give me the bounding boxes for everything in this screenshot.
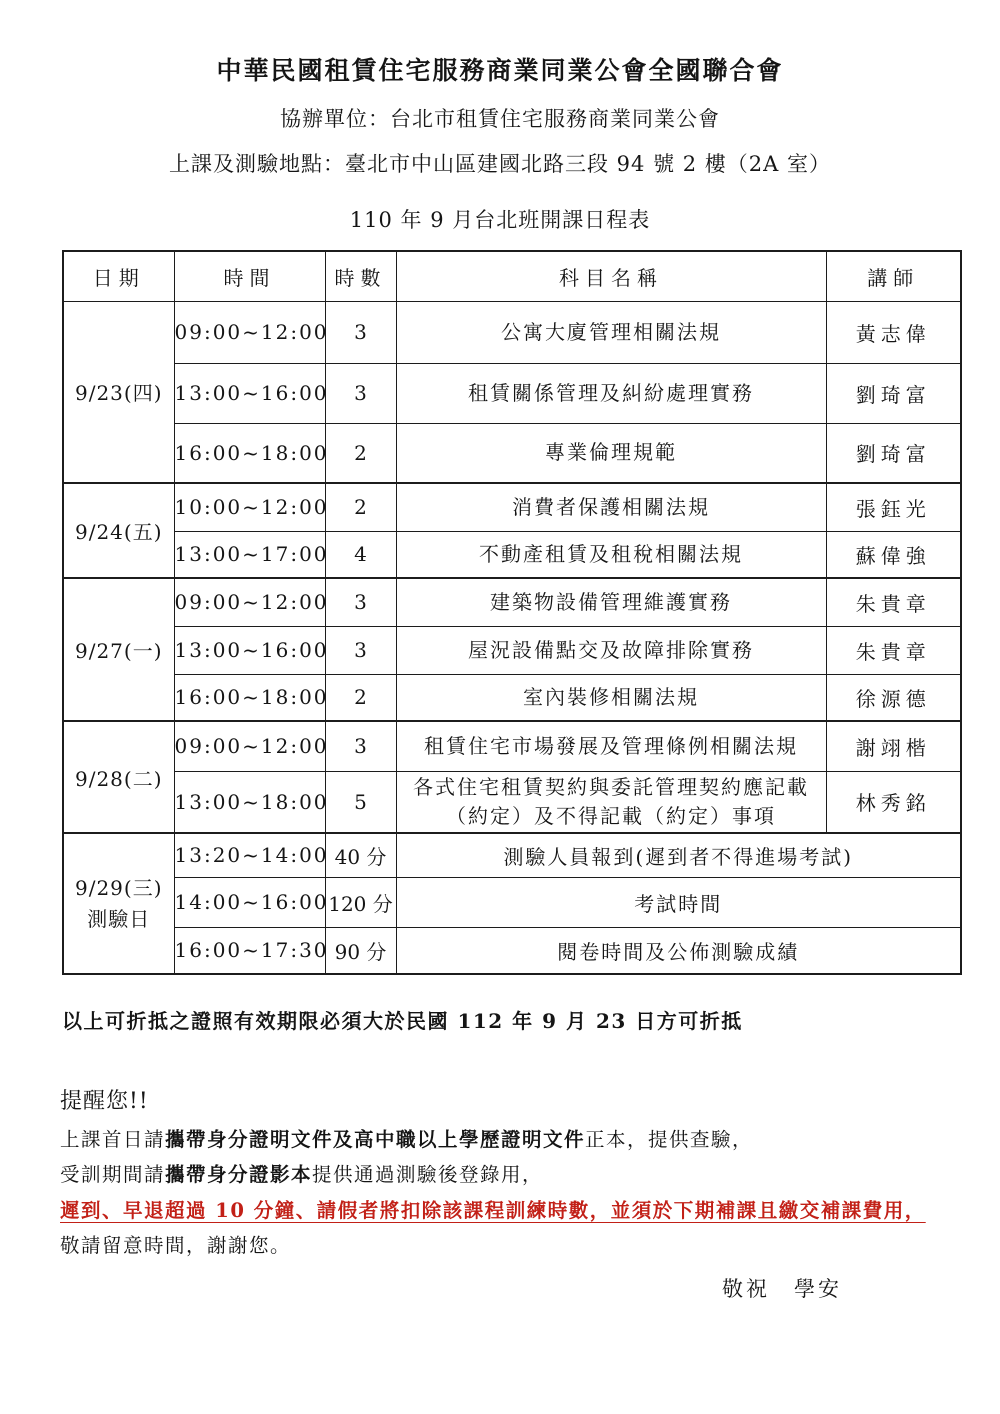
schedule-title: 110 年 9 月台北班開課日程表 bbox=[349, 208, 651, 232]
subject-cell: 公寓大廈管理相關法規 bbox=[396, 301, 826, 363]
header-time: 時間 bbox=[174, 251, 325, 301]
subject-cell: 屋況設備點交及故障排除實務 bbox=[396, 626, 826, 674]
table-row bbox=[63, 483, 961, 531]
date-cell bbox=[63, 833, 174, 974]
instructor-cell: 張鈺光 bbox=[826, 483, 961, 531]
organizer-line: 協辦單位：台北市租賃住宅服務商業同業公會 bbox=[280, 107, 720, 131]
note-2-pre: 受訓期間請 bbox=[60, 1163, 166, 1187]
instructor-cell: 蘇偉強 bbox=[826, 531, 961, 578]
time-cell: 09:00~12:00 bbox=[174, 721, 325, 771]
activity-cell: 考試時間 bbox=[396, 877, 961, 927]
header-date: 日期 bbox=[63, 251, 174, 301]
hours-cell: 5 bbox=[325, 771, 396, 833]
hours-cell: 90 分 bbox=[325, 927, 396, 974]
note-1-bold: 攜帶身分證明文件及高中職以上學歷證明文件 bbox=[165, 1128, 586, 1151]
subject-cell: 專業倫理規範 bbox=[396, 423, 826, 483]
note-2-bold: 攜帶身分證影本 bbox=[165, 1163, 313, 1187]
subject-cell: 室內裝修相關法規 bbox=[396, 674, 826, 721]
hours-cell: 3 bbox=[325, 578, 396, 626]
time-cell: 13:00~17:00 bbox=[174, 531, 325, 578]
hours-cell: 3 bbox=[325, 626, 396, 674]
table-row bbox=[63, 674, 961, 721]
table-row bbox=[63, 927, 961, 974]
note-1-pre: 上課首日請 bbox=[60, 1128, 166, 1151]
closing-salutation: 敬祝 學安 bbox=[722, 1277, 842, 1302]
time-cell: 16:00~18:00 bbox=[174, 423, 325, 483]
table-row bbox=[63, 531, 961, 578]
page-title: 中華民國租賃住宅服務商業同業公會全國聯合會 bbox=[216, 56, 784, 85]
certificate-validity-note: 以上可折抵之證照有效期限必須大於民國 112 年 9 月 23 日方可折抵 bbox=[62, 1009, 743, 1033]
activity-cell: 測驗人員報到(遲到者不得進場考試) bbox=[396, 833, 961, 877]
hours-cell: 3 bbox=[325, 301, 396, 363]
table-row bbox=[63, 578, 961, 626]
reminder-notes bbox=[60, 1127, 1000, 1303]
time-cell: 16:00~18:00 bbox=[174, 674, 325, 721]
activity-cell: 閱卷時間及公佈測驗成績 bbox=[396, 927, 961, 974]
location-line: 上課及測驗地點：臺北市中山區建國北路三段 94 號 2 樓（2A 室） bbox=[169, 152, 831, 176]
instructor-cell: 劉琦富 bbox=[826, 363, 961, 423]
table-header-row bbox=[63, 251, 961, 301]
time-cell: 13:00~18:00 bbox=[174, 771, 325, 833]
table-row bbox=[63, 363, 961, 423]
hours-cell: 4 bbox=[325, 531, 396, 578]
hours-cell: 40 分 bbox=[325, 833, 396, 877]
hours-cell: 2 bbox=[325, 423, 396, 483]
hours-cell: 3 bbox=[325, 363, 396, 423]
exam-date: 9/29(三) bbox=[74, 875, 163, 900]
subject-cell: 建築物設備管理維護實務 bbox=[396, 578, 826, 626]
note-1-post: 正本，提供查驗， bbox=[585, 1128, 754, 1151]
note-line-2 bbox=[60, 1162, 1000, 1188]
subject-cell: 租賃住宅市場發展及管理條例相關法規 bbox=[396, 721, 826, 771]
table-row bbox=[63, 833, 961, 877]
time-cell: 13:20~14:00 bbox=[174, 833, 325, 877]
header-instructor: 講師 bbox=[826, 251, 961, 301]
hours-cell: 2 bbox=[325, 674, 396, 721]
header-subject: 科目名稱 bbox=[396, 251, 826, 301]
instructor-cell: 謝翊楷 bbox=[826, 721, 961, 771]
reminder-title: 提醒您!! bbox=[60, 1089, 149, 1114]
table-row bbox=[63, 626, 961, 674]
time-cell: 13:00~16:00 bbox=[174, 626, 325, 674]
date-cell: 9/27(一) bbox=[63, 578, 174, 721]
note-line-3-warning bbox=[60, 1198, 1000, 1224]
time-cell: 10:00~12:00 bbox=[174, 483, 325, 531]
time-cell: 16:00~17:30 bbox=[174, 927, 325, 974]
date-cell: 9/28(二) bbox=[63, 721, 174, 833]
note-line-1 bbox=[60, 1127, 1000, 1153]
hours-cell: 120 分 bbox=[325, 877, 396, 927]
table-row bbox=[63, 301, 961, 363]
document-header bbox=[0, 0, 1000, 234]
subject-cell: 不動產租賃及租稅相關法規 bbox=[396, 531, 826, 578]
table-row bbox=[63, 721, 961, 771]
table-row bbox=[63, 423, 961, 483]
time-cell: 13:00~16:00 bbox=[174, 363, 325, 423]
instructor-cell: 黃志偉 bbox=[826, 301, 961, 363]
time-cell: 14:00~16:00 bbox=[174, 877, 325, 927]
instructor-cell: 朱貴章 bbox=[826, 578, 961, 626]
instructor-cell: 林秀銘 bbox=[826, 771, 961, 833]
subject-cell: 租賃關係管理及糾紛處理實務 bbox=[396, 363, 826, 423]
instructor-cell: 朱貴章 bbox=[826, 626, 961, 674]
header-hours: 時數 bbox=[325, 251, 396, 301]
instructor-cell: 劉琦富 bbox=[826, 423, 961, 483]
date-cell: 9/23(四) bbox=[63, 301, 174, 483]
schedule-table bbox=[62, 250, 962, 975]
hours-cell: 3 bbox=[325, 721, 396, 771]
time-cell: 09:00~12:00 bbox=[174, 301, 325, 363]
table-row bbox=[63, 771, 961, 833]
hours-cell: 2 bbox=[325, 483, 396, 531]
note-2-post: 提供通過測驗後登錄用， bbox=[312, 1163, 544, 1187]
exam-day-label: 測驗日 bbox=[87, 906, 151, 931]
subject-cell: 消費者保護相關法規 bbox=[396, 483, 826, 531]
instructor-cell: 徐源德 bbox=[826, 674, 961, 721]
date-cell: 9/24(五) bbox=[63, 483, 174, 578]
note-line-4: 敬請留意時間，謝謝您。 bbox=[60, 1233, 292, 1257]
table-row bbox=[63, 877, 961, 927]
late-penalty-warning: 遲到、早退超過 10 分鐘、請假者將扣除該課程訓練時數，並須於下期補課且繳交補課費用， bbox=[60, 1198, 926, 1222]
time-cell: 09:00~12:00 bbox=[174, 578, 325, 626]
subject-cell: 各式住宅租賃契約與委託管理契約應記載（約定）及不得記載（約定）事項 bbox=[396, 771, 826, 833]
